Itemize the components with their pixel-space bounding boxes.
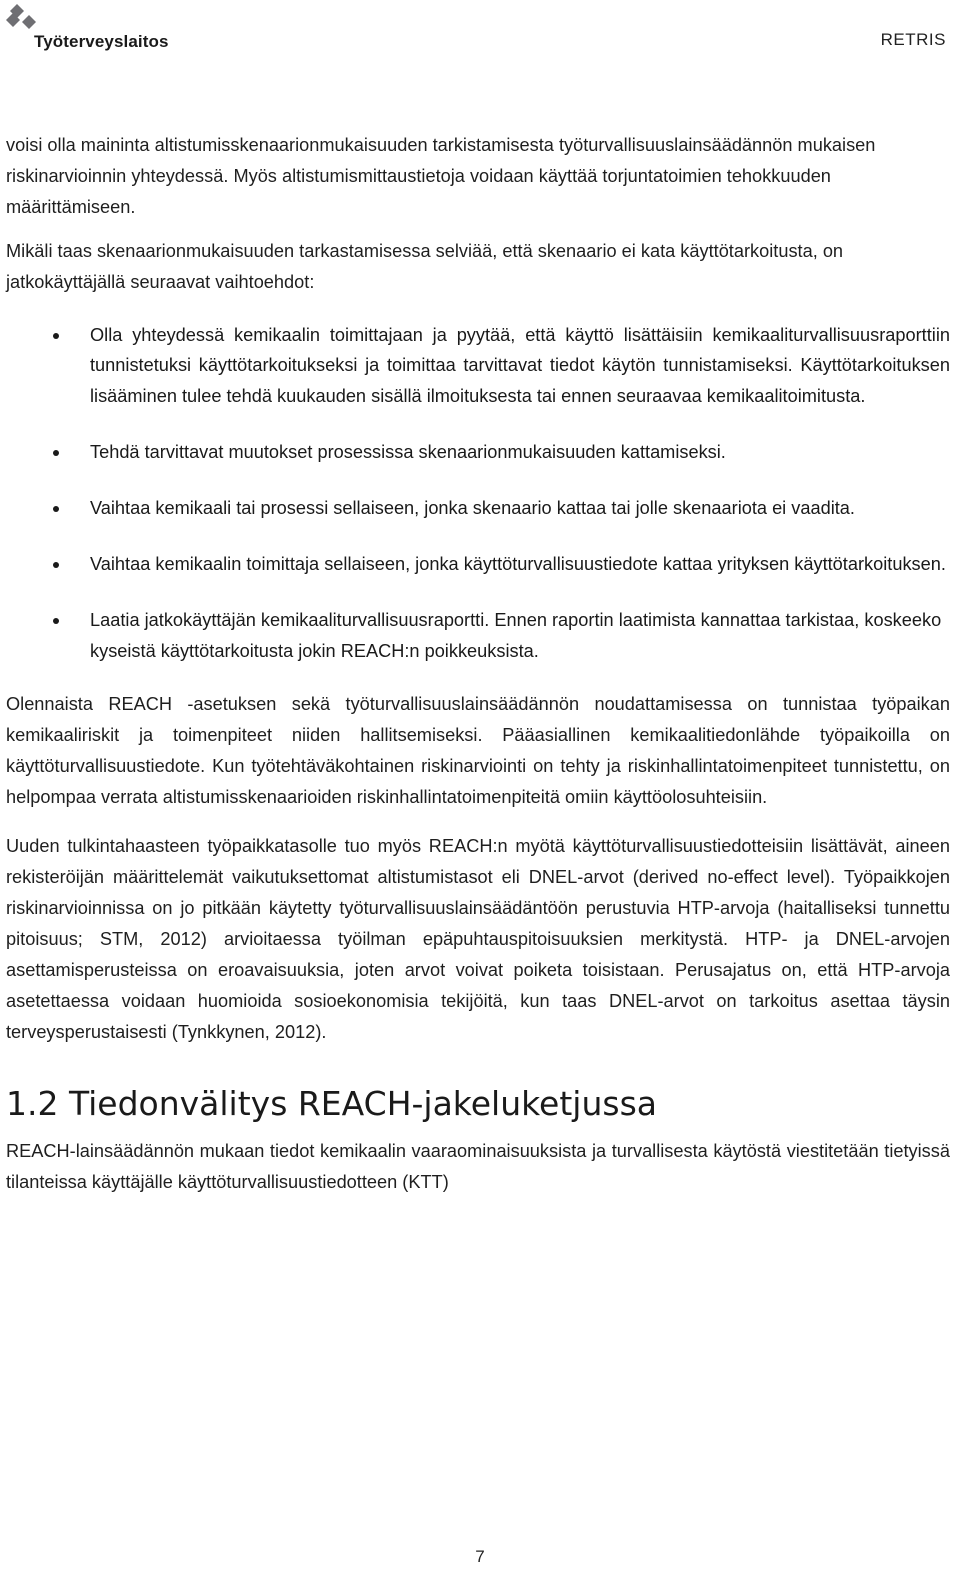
paragraph-dnel-values: Uuden tulkintahaasteen työpaikkatasolle tuo myös REACH:n myötä käyttöturvallisuustiedotteisiin lisättävät, aineen rekisteröijän määrittelemät vaikutuksettomat altistumistasot eli DNEL-arvot (derived no-effect level). Työpaikkojen riskinarvioinnissa on jo pitkään käytetty työturvallisuuslainsäädäntöön perustuvia HTP-arvoja (haitalliseksi tunnettu pitoisuus; STM, 2012) arvioitaessa työilman epäpuhtauspitoisuuksien merkitystä. HTP- ja DNEL-arvojen asettamisperusteissa on eroavaisuuksia, joten arvot voivat poiketa toisistaan. Perusajatus on, että HTP-arvoja asetettaessa voidaan huomioida sosioekonomisia tekijöitä, kun taas DNEL-arvot on tarkoitus asettaa täysin terveysperustaisesti (Tynkkynen, 2012). <box>6 836 950 1042</box>
paragraph-information-flow: REACH-lainsäädännön mukaan tiedot kemikaalin vaaraominaisuuksista ja turvallisesta käytöstä viestitetään tietyissä tilanteissa käyttäjälle käyttöturvallisuustiedotteen (KTT) <box>6 1140 950 1192</box>
page-header <box>0 0 960 70</box>
document-body <box>6 130 950 1198</box>
list-item <box>6 549 950 580</box>
list-item <box>6 320 950 413</box>
list-item <box>6 605 950 667</box>
list-item-text: Vaihtaa kemikaali tai prosessi sellaiseen, jonka skenaario kattaa tai jolle skenaariota ei vaadita. <box>90 498 855 519</box>
options-list <box>6 320 950 667</box>
paragraph-intro: voisi olla maininta altistumisskenaarionmukaisuuden tarkistamisesta työturvallisuuslainsäädännön mukaisen riskinarvioinnin yhteydessä. Myös altistumismittaustietoja voidaan käyttää torjuntatoimien tehokkuuden määrittämiseen. <box>6 135 876 217</box>
list-item <box>6 437 950 468</box>
page-number: 7 <box>475 1547 485 1566</box>
bullet-icon <box>53 562 59 568</box>
paragraph-options-intro: Mikäli taas skenaarionmukaisuuden tarkastamisessa selviää, että skenaario ei kata käyttötarkoitusta, on jatkokäyttäjällä seuraavat vaihtoehdot: <box>6 240 844 292</box>
header-project-label: RETRIS <box>880 30 946 49</box>
list-item <box>6 493 950 524</box>
bullet-icon <box>53 333 59 339</box>
bullet-icon <box>53 506 59 512</box>
bullet-icon <box>53 450 59 456</box>
list-item-text: Olla yhteydessä kemikaalin toimittajaan ja pyytää, että käyttö lisättäisiin kemikaaliturvallisuusraporttiin tunnistetuksi käyttötarkoitukseksi ja toimittaa tarvittavat tiedot käytön tunnistamiseksi. Käyttötarkoituksen lisääminen tulee tehdä kuukauden sisällä ilmoituksesta tai ennen seuraavaa kemikaalitoimitusta. <box>90 324 950 407</box>
bullet-icon <box>53 618 59 624</box>
section-heading: 1.2 Tiedonvälitys REACH-jakeluketjussa <box>6 1083 657 1123</box>
list-item-text: Laatia jatkokäyttäjän kemikaaliturvallisuusraportti. Ennen raportin laatimista kannattaa tarkistaa, koskeeko kyseistä käyttötarkoitusta jokin REACH:n poikkeuksista. <box>90 609 942 661</box>
tyoterveyslaitos-logo <box>6 2 176 58</box>
logo-wordmark: Työterveyslaitos <box>34 32 169 51</box>
list-item-text: Tehdä tarvittavat muutokset prosessissa skenaarionmukaisuuden kattamiseksi. <box>90 442 726 463</box>
list-item-text: Vaihtaa kemikaalin toimittaja sellaiseen, jonka käyttöturvallisuustiedote kattaa yrityksen käyttötarkoituksen. <box>90 554 946 575</box>
paragraph-reach-compliance: Olennaista REACH -asetuksen sekä työturvallisuuslainsäädännön noudattamisessa on tunnistaa työpaikan kemikaaliriskit ja toimenpiteet niiden hallitsemiseksi. Pääasiallinen kemikaalitiedonlähde työpaikoilla on käyttöturvallisuustiedote. Kun työtehtäväkohtainen riskinarviointi on tehty ja riskinhallintatoimenpiteet tunnistettu, on helpompaa verrata altistumisskenaarioiden riskinhallintatoimenpiteitä omiin käyttöolosuhteisiin. <box>6 693 950 807</box>
